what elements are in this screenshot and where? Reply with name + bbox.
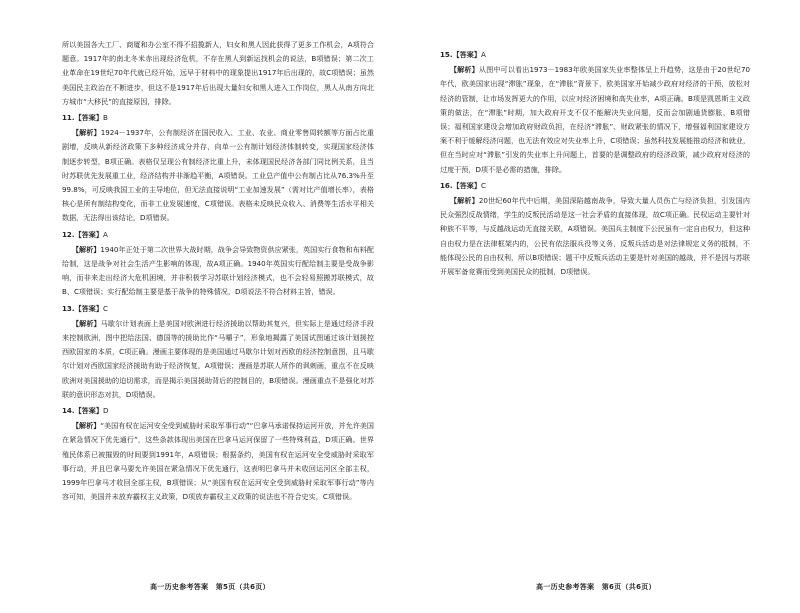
analysis-tag: 【解析】 [449, 65, 479, 75]
question-item [62, 302, 374, 402]
question-number: 14. [62, 406, 75, 416]
analysis-paragraph [62, 243, 374, 300]
analysis-text: 马歇尔计划表面上是美国对欧洲进行经济援助以帮助其复兴，但实际上是通过经济手段来控制欧洲，图中把给法国、德国等的援助比作“马嚼子”，形象地揭露了美国试图通过该计划援控西欧国家的本质，C项正确。漫画主要体现的是美国通过马歇尔计划对西欧的经济控制意图，且马歇尔计划对西欧国家经济援助有助于经济恢复，A项错误；漫画是苏联人所作的讽刺画，重点不在反映欧洲对美国援助的迫切需求，而是揭示美国援助背后的控制目的，B项错误。漫画重点不是强化对苏联的意识形态对抗，D项错误。 [62, 318, 375, 399]
analysis-text: “美国有权在运河安全受到威胁时采取军事行动”“巴拿马承诺保持运河开放，并允许美国在紧急情况下优先通行”，这些条款体现出美国在巴拿马运河保留了一些特殊利益，D项正确。世界殖民体系已被摧毁的时间要到1991年，A项错误；根据条约，美国有权在运河安全受威胁时采取军事行动，并且巴拿马要允许美国在紧急情况下优先通行，这表明巴拿马并未收回运河区全部主权，1999年巴拿马才收回全部主权，B项错误；从“美国有权在运河安全受到威胁时采取军事行动”等内容可知，美国并未放弃霸权主义政策，D项放弃霸权主义政策的说法也不符合史实，C项错误。 [62, 421, 375, 502]
answer-tag: 【答案】 [74, 303, 103, 313]
answer-tag: 【答案】 [452, 50, 481, 59]
question-item [62, 111, 374, 226]
right-page [400, 0, 800, 613]
answer-value: C [102, 303, 108, 313]
answer-line [440, 48, 750, 62]
analysis-text: 20世纪60年代中后期，美国深陷越南战争，导致大量人员伤亡与经济负担，引发国内民众强烈反战情绪，学生的反叛民活动是这一社会矛盾的直接体现，故C项正确。民权运动主要针对种族不平等，与反越战运动无直接关联，A项错误。美国兵主制度下公民虽有一定自由权力，但这种自由权力是在法律框架内的，公民有依法服兵役等义务，反叛兵活动是对法律规定义务的抵制，不能体现公民的自由权利，所以B项错误；题干中反叛兵活动主要是针对美国的越战，并不是因与苏联开展军备竞赛而受到美国民众的抵制，D项错误。 [440, 196, 751, 277]
question-number: 11. [62, 113, 75, 123]
answer-value: A [102, 229, 108, 239]
analysis-paragraph [62, 317, 374, 402]
answer-line [440, 179, 750, 193]
page-footer: 高一历史参考答案 第5页（共6页） [150, 583, 270, 591]
analysis-paragraph [62, 419, 374, 504]
analysis-tag: 【解析】 [71, 244, 101, 254]
answer-tag: 【答案】 [452, 180, 481, 190]
answer-tag: 【答案】 [74, 113, 103, 123]
question-number: 15. [440, 50, 453, 59]
analysis-text: 1924－1937年，公有制经济在国民收入、工业、农业、商业零售周转额等方面占比重剧增，反映从新经济政策下多种经济成分并存，向单一公有制计划经济体制转变，实现国家经济体制逐步转型，B项正确。表格仅呈现公有制经济比重上升，未体现国民经济各部门同比例关系，且当时苏联优先发展重工业，经济结构并非渐趋平衡，A项错误。工业总产值中公有制占比从76.3%升至99.8%，可反映我国工业的主导地位，但无法直接说明“工业加速发展”（需对比产值增长率），表格核心是所有制结构变化，而非工业发展速度，C项错误。表格未反映民众收入、消费等生活水平相关数据，无法得出该结论，D项错误。 [62, 128, 374, 223]
intro-paragraph: 所以美国各大工厂、商厦和办公室不得不招揽新人，妇女和黑人因此获得了更多工作机会，A项符合题意。1917年的南北冬米赤出现经济危机，不存在黑人到新运找机会的说法，B项错误；第二次工业革命在19世纪70年代就已经开始，远早于材料中的现象提出1917年后出现的，故C项错误；虽然美国民主政治在不断进步，但这不是1917年后出现大量妇女和黑人进入工作岗位，黑人从南方向北方城市“大移民”的直接原因，排除。 [62, 40, 374, 106]
answer-line [62, 404, 374, 418]
analysis-tag: 【解析】 [71, 421, 101, 431]
question-item [440, 48, 750, 177]
answer-tag: 【答案】 [74, 229, 103, 239]
answer-tag: 【答案】 [74, 406, 103, 416]
answer-value: A [480, 50, 486, 59]
question-number: 13. [62, 303, 75, 313]
question-number: 16. [440, 180, 453, 190]
question-item [62, 404, 374, 504]
page-footer: 高一历史参考答案 第6页（共6页） [536, 583, 656, 591]
analysis-text: 1940年正处于第二次世界大战时期，战争会导致物资供应紧张，英国实行食物和布料配给制，这是战争对社会生活产生影响的体现，故A项正确。1940年英国实行配给制主要是受战争影响，而非来走出经济大危机困境，并非积极学习苏联计划经济模式，也不会轻易照搬苏联模式，故B、C项错误；实行配给制主要是基于战争的特殊情况，D项说法不符合材料主旨，错误。 [62, 244, 374, 297]
left-content [62, 38, 374, 505]
answer-value: D [102, 406, 109, 416]
question-item [62, 228, 374, 300]
question-item [440, 179, 750, 279]
analysis-paragraph [440, 194, 750, 279]
answer-line [62, 302, 374, 316]
analysis-paragraph [440, 63, 750, 177]
answer-line [62, 228, 374, 242]
analysis-paragraph [62, 126, 374, 225]
analysis-tag: 【解析】 [71, 128, 101, 138]
answer-value: C [480, 180, 486, 190]
analysis-tag: 【解析】 [449, 196, 479, 206]
analysis-tag: 【解析】 [71, 318, 101, 328]
answer-value: B [102, 113, 108, 123]
right-content [440, 48, 750, 279]
answer-line [62, 111, 374, 125]
analysis-text: 从图中可以看出1973－1983年欧美国家失业率整体呈上升趋势，这是由于20世纪70年代，欧美国家出现“滞胀”现象，在“滞胀”背景下，欧美国家开始减少政府对经济的干预，放松对经济的管制，让市场发挥更大的作用，以应对经济困境和高失业率，A项正确。B项是凯恩斯主义政策的做法，在“滞胀”时期，加大政府开支不仅不能解决失业问题，反而会加剧通货膨胀，B项错误；福利国家建设会增加政府财政负担，在经济“滞胀”、财政紧张的情况下，增强福利国家建设方案不利于缓解经济问题，也无法有效应对失业率上升，C项错误；虽然科技发展能推动经济和就业，但在当时应对“滞胀”引发的失业率上升问题上，首要的是调整政府的经济政策，减少政府对经济的过度干预，D项不是必需的措施，排除。 [440, 65, 750, 174]
question-number: 12. [62, 229, 75, 239]
